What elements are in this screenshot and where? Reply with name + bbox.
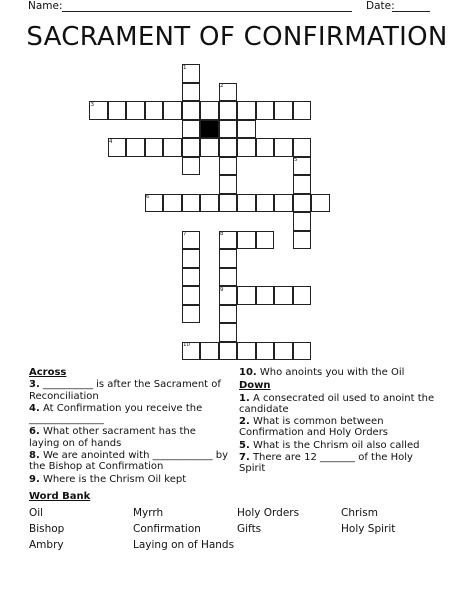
- grid-cell[interactable]: [274, 342, 293, 361]
- across-clue-6: 6. What other sacrament has the laying on of hands: [29, 426, 196, 449]
- grid-cell[interactable]: [256, 342, 275, 361]
- grid-cell[interactable]: [182, 249, 201, 268]
- clue-number: 10: [183, 342, 190, 348]
- grid-cell[interactable]: [256, 286, 275, 305]
- grid-cell[interactable]: [256, 138, 275, 157]
- word-bank-item: Chrism: [341, 507, 378, 519]
- word-bank-item: Confirmation: [133, 523, 201, 535]
- grid-cell[interactable]: [293, 194, 312, 213]
- down-clue-2: 2. What is common between Confirmation and Holy Orders: [239, 416, 389, 439]
- word-bank-item: Holy Spirit: [341, 523, 396, 535]
- clue-number: 5: [294, 157, 298, 163]
- grid-cell[interactable]: [182, 101, 201, 120]
- grid-cell[interactable]: [219, 120, 238, 139]
- grid-cell[interactable]: [237, 101, 256, 120]
- grid-cell[interactable]: [182, 305, 201, 324]
- clue-number: 7: [183, 231, 187, 237]
- grid-cell[interactable]: [163, 194, 182, 213]
- grid-cell[interactable]: [219, 175, 238, 194]
- grid-cell[interactable]: [200, 138, 219, 157]
- grid-cell[interactable]: [145, 101, 164, 120]
- grid-cell[interactable]: [274, 138, 293, 157]
- grid-cell[interactable]: [219, 138, 238, 157]
- grid-cell[interactable]: [182, 157, 201, 176]
- page-title: SACRAMENT OF CONFIRMATION: [26, 22, 448, 52]
- grid-cell[interactable]: [219, 194, 238, 213]
- grid-cell[interactable]: [200, 194, 219, 213]
- grid-cell[interactable]: [182, 120, 201, 139]
- grid-cell[interactable]: [256, 101, 275, 120]
- grid-cell[interactable]: [293, 175, 312, 194]
- word-bank-item: Ambry: [29, 539, 64, 551]
- word-bank-item: Holy Orders: [237, 507, 300, 519]
- grid-cell[interactable]: [126, 138, 145, 157]
- clue-number: 4: [109, 138, 113, 145]
- grid-cell[interactable]: [163, 101, 182, 120]
- word-bank-item: Bishop: [29, 523, 65, 535]
- grid-cell[interactable]: [274, 286, 293, 305]
- grid-cell[interactable]: [219, 323, 238, 342]
- grid-cell[interactable]: [274, 194, 293, 213]
- grid-cell[interactable]: [274, 101, 293, 120]
- across-heading: Across: [29, 367, 67, 378]
- grid-cell[interactable]: [237, 138, 256, 157]
- grid-cell[interactable]: [293, 231, 312, 250]
- across-clue-3: 3. __________ is after the Sacrament of Reconciliation: [29, 379, 221, 402]
- across-clues: [29, 367, 229, 486]
- word-bank-item: Gifts: [237, 523, 262, 535]
- grid-cell[interactable]: [219, 101, 238, 120]
- grid-cell[interactable]: [293, 138, 312, 157]
- grid-cell[interactable]: [219, 268, 238, 287]
- grid-cell[interactable]: [237, 286, 256, 305]
- grid-cell[interactable]: [237, 342, 256, 361]
- down-clue-7: 7. There are 12 _______ of the Holy Spirit: [239, 452, 413, 475]
- grid-cell[interactable]: [256, 194, 275, 213]
- grid-block: [200, 120, 219, 139]
- grid-cell[interactable]: [182, 138, 201, 157]
- grid-cell[interactable]: [145, 138, 164, 157]
- grid-cell[interactable]: [219, 305, 238, 324]
- grid-cell[interactable]: [200, 342, 219, 361]
- grid-cell[interactable]: [237, 120, 256, 139]
- clue-number: 9: [220, 286, 224, 293]
- clue-number: 6: [146, 194, 150, 200]
- across-clue-9: 9. Where is the Chrism Oil kept: [29, 473, 187, 485]
- grid-cell[interactable]: [256, 231, 275, 250]
- grid-cell[interactable]: [219, 249, 238, 268]
- word-bank-item: Oil: [29, 507, 44, 519]
- grid-cell[interactable]: [182, 83, 201, 102]
- clue-number: 8: [220, 231, 224, 237]
- down-clue-5: 5. What is the Chrism oil also called: [239, 439, 420, 451]
- grid-cell[interactable]: [293, 286, 312, 305]
- grid-cell[interactable]: [237, 194, 256, 213]
- grid-cell[interactable]: [219, 342, 238, 361]
- grid-cell[interactable]: [163, 138, 182, 157]
- across-clue-8: 8. We are anointed with ____________ by the Bishop at Confirmation: [29, 450, 229, 473]
- grid-cell[interactable]: [182, 194, 201, 213]
- down-heading: Down: [239, 380, 271, 392]
- grid-cell[interactable]: [293, 212, 312, 231]
- grid-cell[interactable]: [108, 101, 127, 120]
- name-label: Name:: [28, 0, 63, 12]
- grid-cell[interactable]: [293, 342, 312, 361]
- grid-cell[interactable]: [182, 286, 201, 305]
- clue-number: 3: [90, 101, 94, 108]
- word-bank-item: Myrrh: [133, 507, 164, 519]
- across-clue-4: 4. At Confirmation you receive the _______________: [29, 402, 203, 426]
- word-bank-item: Laying on of Hands: [133, 539, 235, 551]
- clue-number: 2: [220, 83, 224, 89]
- date-label: Date:: [366, 0, 395, 12]
- grid-cell[interactable]: [293, 101, 312, 120]
- grid-cell[interactable]: [311, 194, 330, 213]
- across-clue-10: 10. Who anoints you with the Oil: [239, 367, 405, 378]
- grid-cell[interactable]: [126, 101, 145, 120]
- grid-cell[interactable]: [182, 268, 201, 287]
- clue-number: 1: [183, 64, 187, 71]
- grid-cell[interactable]: [219, 157, 238, 176]
- right-clues: [239, 367, 439, 476]
- grid-cell[interactable]: [200, 101, 219, 120]
- down-clue-1: 1. A consecrated oil used to anoint the candidate: [239, 392, 435, 415]
- grid-cell[interactable]: [237, 231, 256, 250]
- word-bank-heading: Word Bank: [29, 491, 91, 502]
